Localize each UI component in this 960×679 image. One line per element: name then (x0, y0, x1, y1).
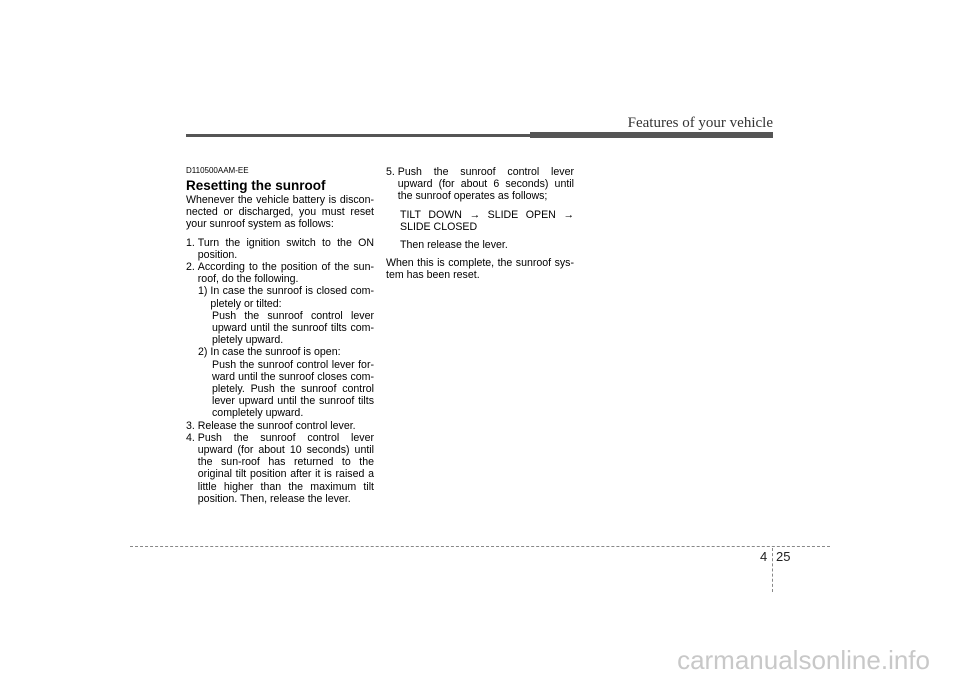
step-2-number: 2. (186, 261, 198, 274)
step-3 (186, 420, 374, 432)
left-column (186, 166, 374, 505)
page-number-divider (772, 548, 773, 592)
footer-rule (130, 546, 830, 547)
step-4-text: Push the sunroof control lever upward (for about 10 seconds) until the sun-roof has returned to the original tilt position after it is raised a little higher than the maximum tilt position. Then, release the lever. (197, 431, 374, 505)
step-1 (186, 237, 374, 261)
substep-2 (186, 346, 374, 358)
step-5-text: Push the sunroof control lever upward (for about 6 seconds) until the sunroof operates as follows; (397, 166, 574, 203)
step-1-number: 1. (186, 236, 198, 249)
substep-2-text: In case the sunroof is open: (210, 346, 341, 359)
section-code: D110500AAM-EE (186, 166, 249, 175)
step-1-text: Turn the ignition switch to the ON position. (197, 236, 374, 261)
release-instruction: Then release the lever. (400, 239, 508, 252)
substep-2-number: 2) (198, 346, 211, 359)
completion-paragraph: When this is complete, the sunroof sys-tem has been reset. (386, 257, 574, 282)
right-column (386, 166, 574, 282)
step-5-number: 5. (386, 166, 398, 178)
substep-2-body: Push the sunroof control lever for-ward until the sunroof closes com-pletely. Push the sunroof control lever upward until the sunroof tilts completely upward. (212, 358, 374, 420)
step-2 (186, 261, 374, 285)
section-heading: Resetting the sunroof (186, 178, 326, 193)
header-rule (186, 134, 773, 137)
step-5 (386, 166, 574, 203)
watermark: carmanualsonline.info (677, 645, 930, 675)
intro-paragraph: Whenever the vehicle battery is discon-nected or discharged, you must reset your sunroof system as follows: (186, 194, 374, 231)
chapter-number: 4 (760, 549, 768, 564)
substep-1-text: In case the sunroof is closed com-pletely or tilted: (210, 285, 374, 310)
step-3-number: 3. (186, 419, 198, 432)
step-4-number: 4. (186, 431, 198, 444)
step-4 (186, 432, 374, 505)
substep-1-number: 1) (198, 285, 211, 298)
step-3-text: Release the sunroof control lever. (197, 419, 356, 432)
operation-sequence: TILT DOWN → SLIDE OPEN → SLIDE CLOSED (400, 208, 574, 233)
section-title: Features of your vehicle (627, 115, 773, 131)
substep-1-body: Push the sunroof control lever upward until the sunroof tilts com-pletely upward. (212, 309, 374, 347)
substep-1 (186, 285, 374, 309)
page-number: 25 (776, 549, 791, 564)
step-2-text: According to the position of the sun-roof, do the following. (197, 261, 374, 286)
